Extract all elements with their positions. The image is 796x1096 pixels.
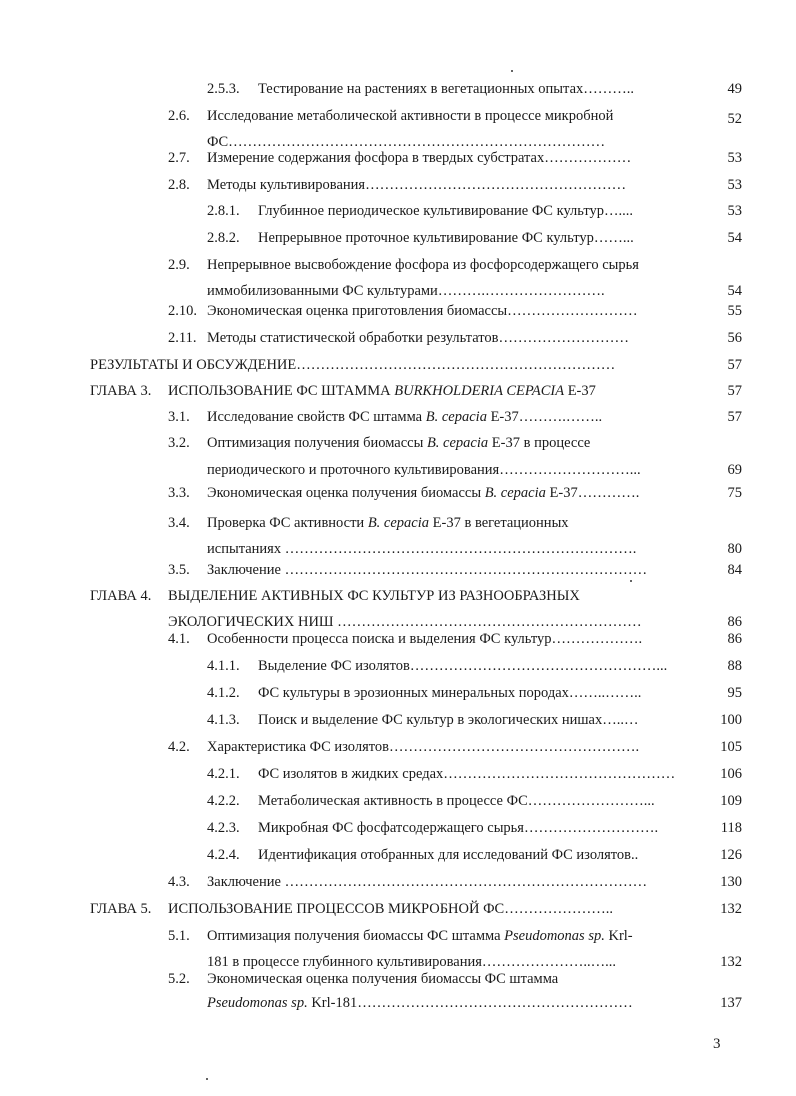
toc-entry-title	[258, 229, 686, 247]
toc-entry-number: 4.2.4.	[207, 847, 240, 863]
toc-entry-title	[168, 382, 686, 400]
toc-entry-page: 132	[720, 954, 742, 970]
toc-entry-number: 4.2.3.	[207, 820, 240, 836]
toc-title-text: Проверка ФС активности	[207, 515, 368, 531]
toc-title-text: 181 в процессе глубинного культивирования…………………..…...	[207, 954, 617, 970]
toc-entry-title	[90, 356, 686, 374]
toc-entry-page: 54	[727, 283, 742, 299]
toc-entry-number: 4.1.	[168, 631, 190, 647]
toc-entry-page: 52	[727, 111, 742, 127]
toc-title-text: Измерение содержания фосфора в твердых субстратах………………	[207, 150, 632, 166]
toc-entry-page: 132	[720, 901, 742, 917]
toc-title-text: ИСПОЛЬЗОВАНИЕ ПРОЦЕССОВ МИКРОБНОЙ ФС…………………..	[168, 901, 613, 917]
scan-speck	[511, 70, 513, 72]
toc-entry-page: 126	[720, 847, 742, 863]
toc-title-text: ФС изолятов в жидких средах…………………………………………	[258, 766, 676, 782]
toc-entry-page: 86	[727, 614, 742, 630]
toc-title-text: Метаболическая активность в процессе ФС……………………...	[258, 793, 655, 809]
toc-entry-page: 53	[727, 150, 742, 166]
toc-title-text: ФС……………………………………………………………………	[207, 134, 606, 150]
toc-title-text: Методы статистической обработки результатов………………………	[207, 330, 629, 346]
toc-entry-number: 3.3.	[168, 485, 190, 501]
toc-title-text: Экономическая оценка получения биомассы ФС штамма	[207, 971, 559, 987]
toc-entry-title	[207, 953, 686, 971]
toc-entry-number: 5.2.	[168, 971, 190, 987]
toc-entry-page: 53	[727, 203, 742, 219]
toc-entry-number: 5.1.	[168, 928, 190, 944]
toc-title-text-after: Krl-	[604, 928, 633, 944]
toc-title-text: Оптимизация получения биомассы	[207, 435, 427, 451]
toc-entry-number: ГЛАВА 4.	[90, 588, 152, 604]
toc-entry-page: 56	[727, 330, 742, 346]
toc-entry-title	[207, 630, 686, 648]
toc-entry-title	[207, 408, 686, 426]
toc-entry-number: 2.8.1.	[207, 203, 240, 219]
toc-title-text-after: Krl-181…………………………………………………	[307, 995, 633, 1011]
toc-title-text: испытаниях ……………………………………………………………….	[207, 541, 637, 557]
toc-entry-title	[207, 282, 686, 300]
toc-entry-title	[258, 657, 686, 675]
toc-entry-number: 3.2.	[168, 435, 190, 451]
toc-entry-title	[168, 900, 686, 918]
toc-entry-page: 57	[727, 383, 742, 399]
toc-title-text: Методы культивирования………………………………………………	[207, 177, 627, 193]
toc-entry-page: 49	[727, 81, 742, 97]
toc-title-text: Заключение …………………………………………………………………	[207, 874, 648, 890]
toc-entry-page: 55	[727, 303, 742, 319]
toc-entry-page: 84	[727, 562, 742, 578]
toc-entry-page: 109	[720, 793, 742, 809]
toc-title-italic: B. cepacia	[367, 515, 430, 531]
toc-title-text: ИСПОЛЬЗОВАНИЕ ФС ШТАММА	[168, 383, 395, 399]
toc-entry-number: 4.2.	[168, 739, 190, 755]
toc-entry-page: 53	[727, 177, 742, 193]
toc-title-text: Идентификация отобранных для исследований ФС изолятов..	[258, 847, 639, 863]
toc-entry-page: 69	[727, 462, 742, 478]
toc-title-text-after: Е-37………….	[545, 485, 640, 501]
toc-entry-number: 4.1.1.	[207, 658, 240, 674]
toc-title-text: Экономическая оценка приготовления биомассы………………………	[207, 303, 638, 319]
toc-entry-page: 57	[727, 409, 742, 425]
toc-entry-number: 2.5.3.	[207, 81, 240, 97]
toc-title-text: Особенности процесса поиска и выделения ФС культур……………….	[207, 631, 643, 647]
toc-entry-number: 2.7.	[168, 150, 190, 166]
toc-title-text: Микробная ФС фосфатсодержащего сырья……………………….	[258, 820, 659, 836]
toc-entry-title	[207, 994, 686, 1012]
toc-entry-page: 86	[727, 631, 742, 647]
toc-title-text-after: Е-37……….……..	[486, 409, 603, 425]
toc-entry-number: 3.4.	[168, 515, 190, 531]
toc-entry-number: 4.2.1.	[207, 766, 240, 782]
toc-entry-page: 100	[720, 712, 742, 728]
toc-entry-title	[258, 202, 686, 220]
toc-title-italic: Pseudomonas sp.	[504, 928, 605, 944]
toc-entry-title	[168, 587, 686, 605]
toc-title-italic: B. cepacia	[484, 485, 546, 501]
toc-title-text: иммобилизованными ФС культурами……….…………………….	[207, 283, 605, 299]
toc-entry-title	[207, 107, 686, 125]
toc-entry-number: 2.11.	[168, 330, 197, 346]
toc-entry-title	[207, 514, 686, 532]
toc-entry-title	[258, 765, 686, 783]
toc-entry-title	[258, 846, 686, 864]
toc-entry-title	[207, 927, 686, 945]
toc-title-text-after: Е-37 в процессе	[488, 435, 591, 451]
toc-entry-number: 4.1.3.	[207, 712, 240, 728]
toc-title-text: ФС культуры в эрозионных минеральных породах……..……..	[258, 685, 642, 701]
toc-entry-number: 2.8.2.	[207, 230, 240, 246]
toc-title-text: Тестирование на растениях в вегетационных опытах………..	[258, 81, 635, 97]
toc-title-text: РЕЗУЛЬТАТЫ И ОБСУЖДЕНИЕ…………………………………………………………	[90, 357, 616, 373]
toc-entry-page: 95	[727, 685, 742, 701]
toc-entry-number: 4.2.2.	[207, 793, 240, 809]
toc-title-italic: Pseudomonas sp.	[207, 995, 308, 1011]
toc-entry-page: 75	[727, 485, 742, 501]
toc-entry-number: 2.10.	[168, 303, 197, 319]
toc-entry-title	[207, 149, 686, 167]
toc-entry-title	[207, 561, 686, 579]
toc-title-text: ВЫДЕЛЕНИЕ АКТИВНЫХ ФС КУЛЬТУР ИЗ РАЗНООБРАЗНЫХ	[168, 588, 580, 604]
toc-entry-title	[207, 256, 686, 274]
toc-entry-title	[207, 434, 686, 452]
toc-entry-title	[168, 613, 686, 631]
toc-entry-title	[207, 970, 686, 988]
toc-entry-number: ГЛАВА 5.	[90, 901, 152, 917]
toc-title-text: Экономическая оценка получения биомассы	[207, 485, 485, 501]
toc-entry-number: 2.6.	[168, 108, 190, 124]
toc-entry-page: 80	[727, 541, 742, 557]
toc-entry-number: 3.1.	[168, 409, 190, 425]
toc-entry-number: 2.9.	[168, 257, 190, 273]
toc-entry-number: 2.8.	[168, 177, 190, 193]
toc-entry-title	[207, 540, 686, 558]
toc-title-text-after: Е-37 в вегетационных	[429, 515, 569, 531]
toc-entry-title	[207, 873, 686, 891]
toc-title-text: Оптимизация получения биомассы ФС штамма	[207, 928, 505, 944]
toc-entry-title	[207, 176, 686, 194]
scan-speck	[206, 1078, 208, 1080]
toc-entry-number: ГЛАВА 3.	[90, 383, 152, 399]
toc-entry-page: 130	[720, 874, 742, 890]
toc-title-text: периодического и проточного культивирования………………………...	[207, 462, 641, 478]
toc-entry-number: 3.5.	[168, 562, 190, 578]
toc-title-italic: B. cepacia	[426, 435, 489, 451]
toc-title-text: Заключение …………………………………………………………………	[207, 562, 648, 578]
toc-entry-number: 4.1.2.	[207, 685, 240, 701]
toc-title-text: Выделение ФС изолятов……………………………………………...	[258, 658, 668, 674]
toc-title-text-after: Е-37	[564, 383, 596, 399]
toc-entry-title	[258, 792, 686, 810]
toc-title-text: Непрерывное высвобождение фосфора из фосфорсодержащего сырья	[207, 257, 639, 273]
toc-entry-page: 137	[720, 995, 742, 1011]
toc-entry-page: 57	[727, 357, 742, 373]
toc-entry-title	[258, 819, 686, 837]
toc-entry-title	[258, 711, 686, 729]
scan-speck	[630, 580, 632, 582]
toc-entry-title	[207, 461, 686, 479]
toc-title-text: Поиск и выделение ФС культур в экологических нишах…..…	[258, 712, 639, 728]
toc-entry-title	[207, 302, 686, 320]
toc-title-italic: B. cepacia	[425, 409, 487, 425]
toc-title-text: Исследование метаболической активности в процессе микробной	[207, 108, 614, 124]
toc-entry-number: 4.3.	[168, 874, 190, 890]
toc-entry-title	[207, 329, 686, 347]
toc-entry-title	[207, 484, 686, 502]
toc-title-text: Характеристика ФС изолятов…………………………………………….	[207, 739, 640, 755]
toc-title-text: ЭКОЛОГИЧЕСКИХ НИШ ………………………………………………………	[168, 614, 642, 630]
toc-entry-page: 54	[727, 230, 742, 246]
toc-entry-title	[258, 80, 686, 98]
toc-entry-page: 118	[720, 820, 742, 836]
toc-entry-page: 105	[720, 739, 742, 755]
toc-title-text: Непрерывное проточное культивирование ФС культур……...	[258, 230, 634, 246]
toc-title-text: Глубинное периодическое культивирование ФС культур…....	[258, 203, 633, 219]
page-number: 3	[713, 1036, 721, 1052]
toc-entry-title	[258, 684, 686, 702]
toc-title-text: Исследование свойств ФС штамма	[207, 409, 426, 425]
toc-entry-page: 88	[727, 658, 742, 674]
toc-entry-page: 106	[720, 766, 742, 782]
toc-entry-title	[207, 738, 686, 756]
toc-title-italic: BURKHOLDERIA CEPACIA	[394, 383, 565, 399]
